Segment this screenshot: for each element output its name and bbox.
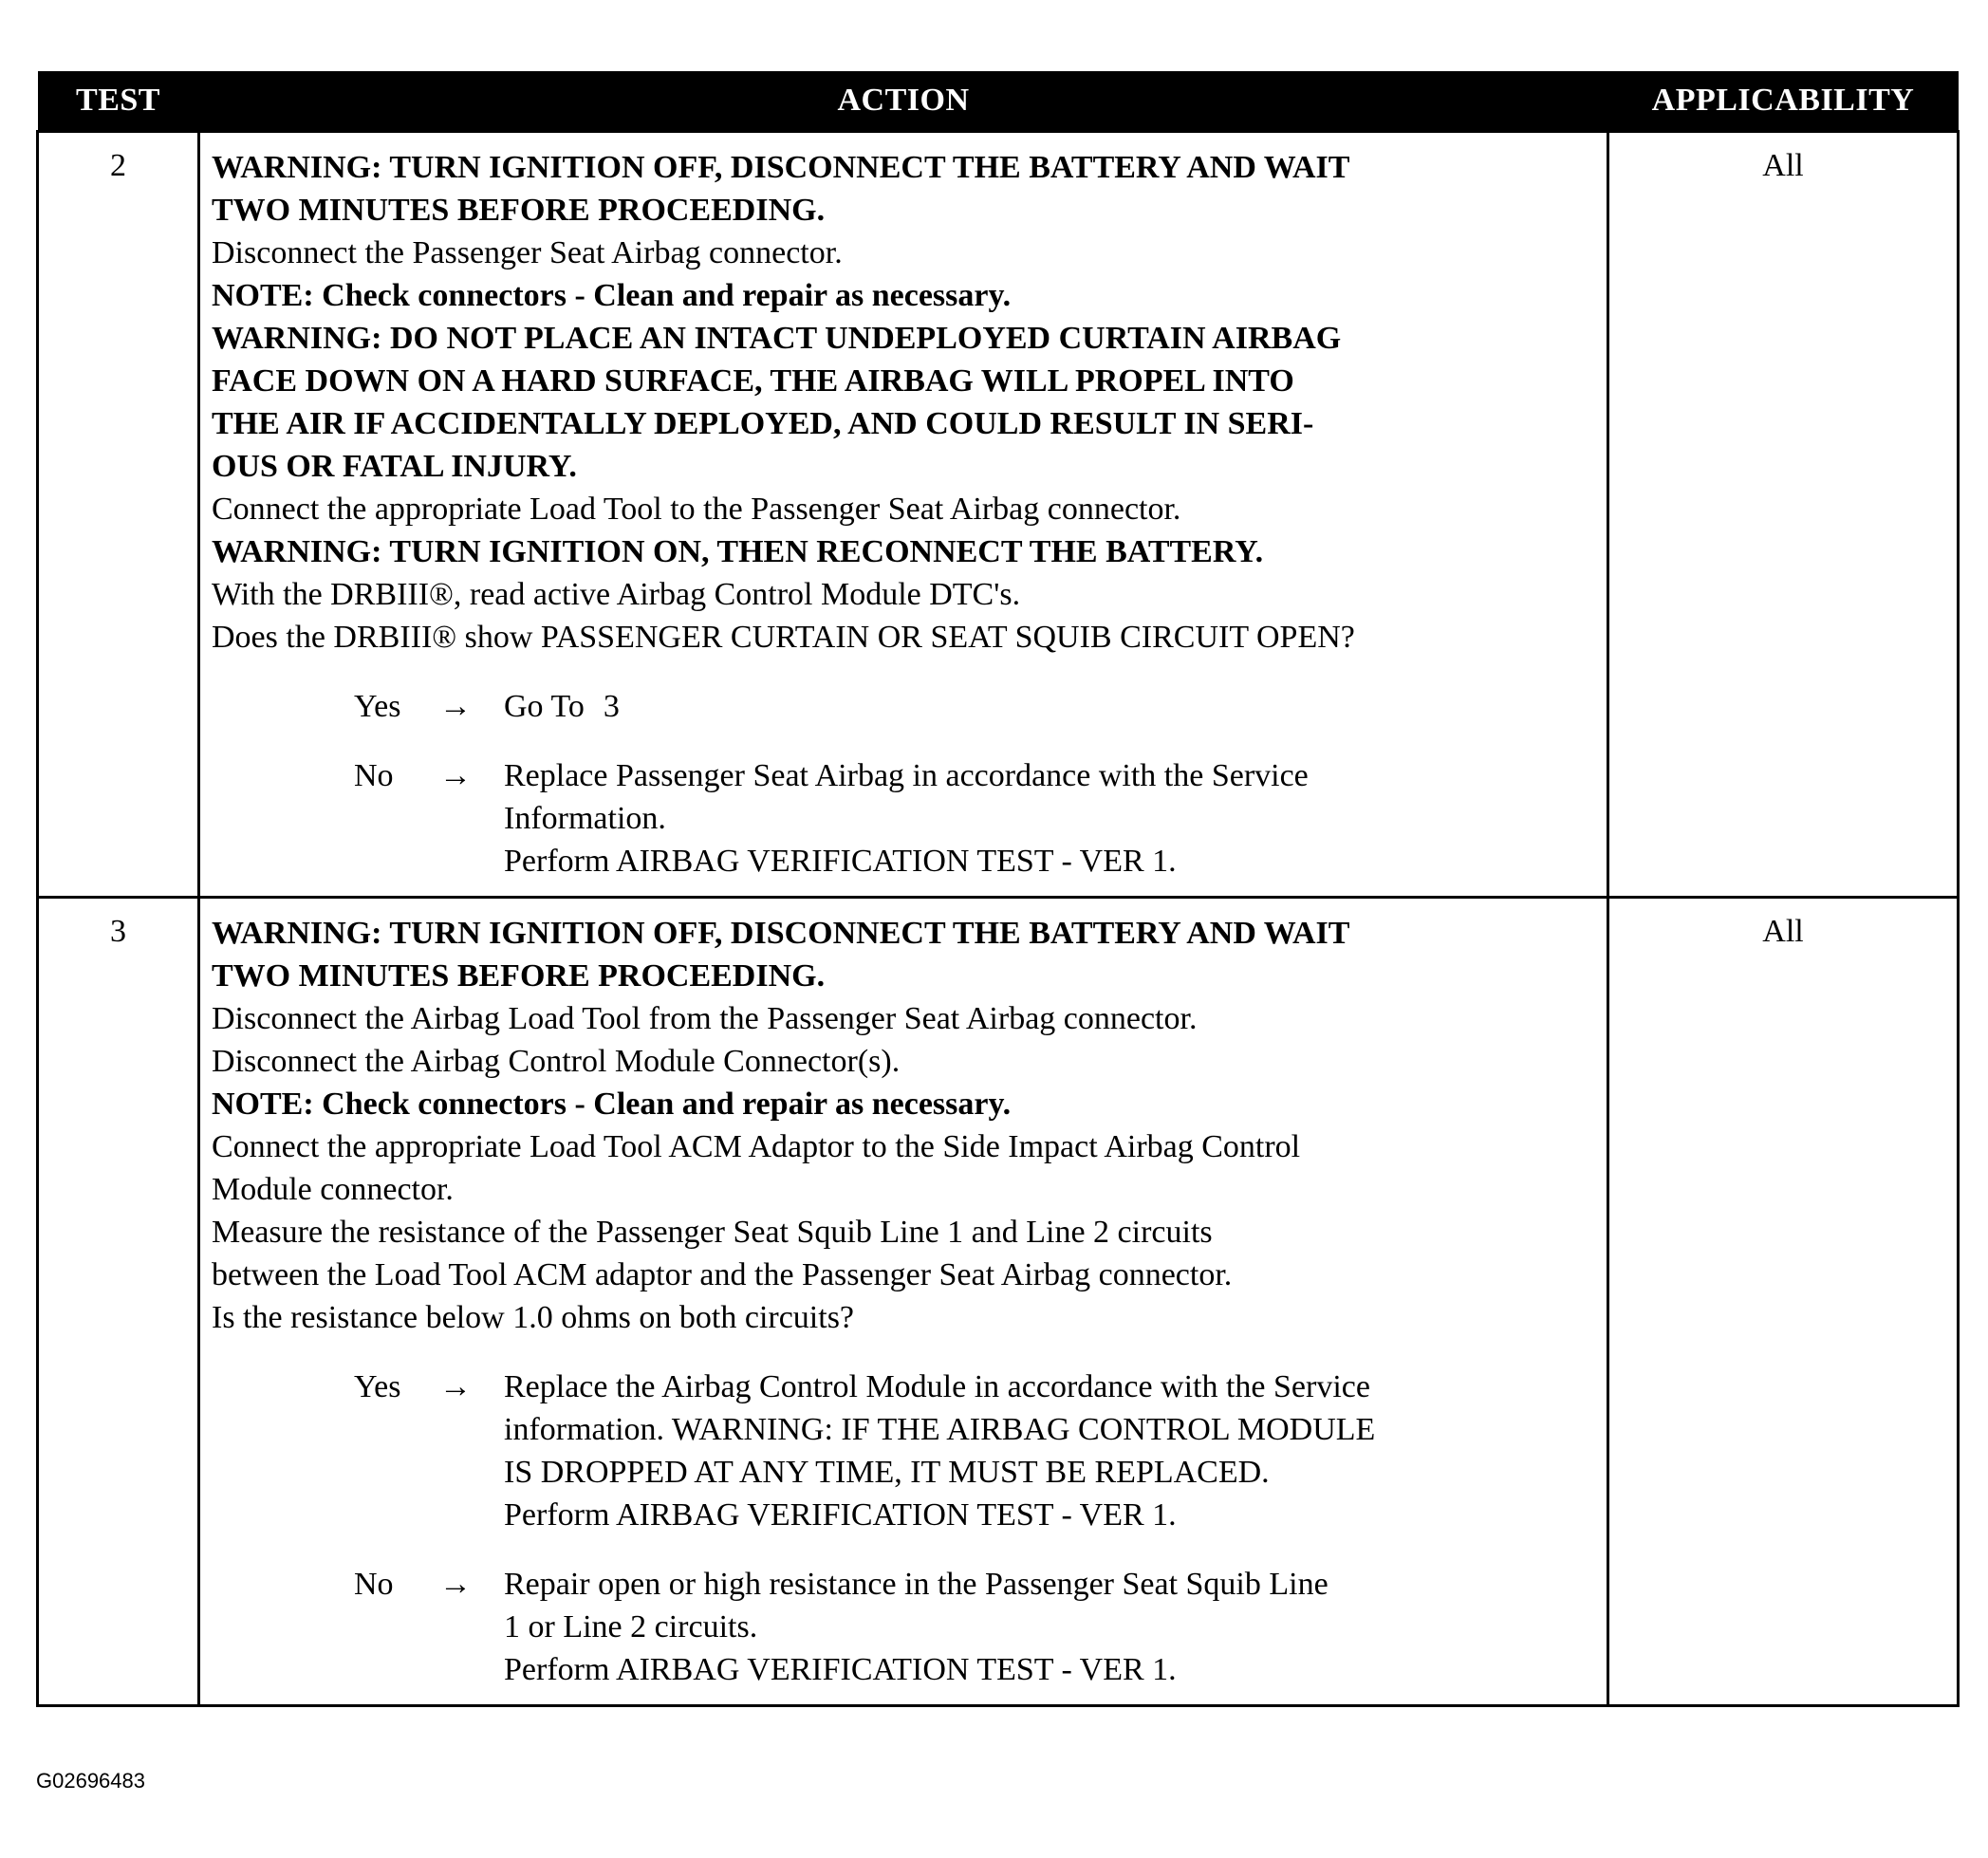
arrow-icon: → xyxy=(439,758,472,793)
answer-key: Yes xyxy=(354,1369,401,1404)
figure-code: G02696483 xyxy=(36,1769,145,1793)
instruction-line: With the DRBIII®, read active Airbag Control Module DTC's. xyxy=(212,577,1021,612)
answer-no xyxy=(212,754,1597,883)
answer-line: IS DROPPED AT ANY TIME, IT MUST BE REPLACED. xyxy=(504,1455,1270,1490)
instruction-line: Is the resistance below 1.0 ohms on both circuits? xyxy=(212,1300,855,1335)
test-number: 3 xyxy=(38,898,199,1706)
answer-line: Information. xyxy=(504,801,666,836)
answer-key: Yes xyxy=(354,689,401,724)
instruction-line: Connect the appropriate Load Tool ACM Adaptor to the Side Impact Airbag Control xyxy=(212,1129,1301,1164)
instruction-line: THE AIR IF ACCIDENTALLY DEPLOYED, AND COULD RESULT IN SERI- xyxy=(212,406,1314,441)
instruction-line: Measure the resistance of the Passenger Seat Squib Line 1 and Line 2 circuits xyxy=(212,1215,1213,1250)
header-action: ACTION xyxy=(199,71,1608,132)
action-instructions xyxy=(212,146,1597,659)
answer-line: Perform AIRBAG VERIFICATION TEST - VER 1. xyxy=(504,1497,1177,1533)
applicability-value: All xyxy=(1608,898,1959,1706)
answer-line: Perform AIRBAG VERIFICATION TEST - VER 1. xyxy=(504,1652,1177,1687)
header-test: TEST xyxy=(38,71,199,132)
instruction-line: TWO MINUTES BEFORE PROCEEDING. xyxy=(212,193,826,228)
instruction-line: FACE DOWN ON A HARD SURFACE, THE AIRBAG WILL PROPEL INTO xyxy=(212,363,1294,399)
answer-key: No xyxy=(354,1567,394,1602)
answer-line: information. WARNING: IF THE AIRBAG CONTROL MODULE xyxy=(504,1412,1376,1447)
answer-line: Perform AIRBAG VERIFICATION TEST - VER 1. xyxy=(504,844,1177,879)
instruction-line: Disconnect the Passenger Seat Airbag connector. xyxy=(212,235,843,270)
answer-body xyxy=(504,1366,1597,1536)
instruction-line: Connect the appropriate Load Tool to the Passenger Seat Airbag connector. xyxy=(212,492,1181,527)
answer-yes xyxy=(212,685,1597,728)
applicability-value: All xyxy=(1608,132,1959,898)
answer-body xyxy=(504,685,1597,728)
instruction-line: NOTE: Check connectors - Clean and repair as necessary. xyxy=(212,278,1012,313)
answer-line: Replace the Airbag Control Module in accordance with the Service xyxy=(504,1369,1370,1404)
answer-line: Replace Passenger Seat Airbag in accordance with the Service xyxy=(504,758,1309,793)
instruction-line: NOTE: Check connectors - Clean and repair as necessary. xyxy=(212,1087,1012,1122)
instruction-line: Does the DRBIII® show PASSENGER CURTAIN OR SEAT SQUIB CIRCUIT OPEN? xyxy=(212,620,1355,655)
answer-no xyxy=(212,1563,1597,1691)
answer-body xyxy=(504,1563,1597,1691)
answer-yes xyxy=(212,1366,1597,1536)
instruction-line: Module connector. xyxy=(212,1172,454,1207)
answer-line: 1 or Line 2 circuits. xyxy=(504,1609,758,1644)
instruction-line: WARNING: TURN IGNITION OFF, DISCONNECT THE BATTERY AND WAIT xyxy=(212,150,1350,185)
answer-key: No xyxy=(354,758,394,793)
table-row xyxy=(38,132,1959,898)
instruction-line: Disconnect the Airbag Load Tool from the Passenger Seat Airbag connector. xyxy=(212,1001,1198,1036)
instruction-line: between the Load Tool ACM adaptor and the Passenger Seat Airbag connector. xyxy=(212,1257,1233,1292)
instruction-line: WARNING: TURN IGNITION ON, THEN RECONNECT THE BATTERY. xyxy=(212,534,1264,569)
answer-options xyxy=(212,685,1597,883)
instruction-line: WARNING: TURN IGNITION OFF, DISCONNECT THE BATTERY AND WAIT xyxy=(212,916,1350,951)
arrow-icon: → xyxy=(439,1369,472,1404)
header-applicability: APPLICABILITY xyxy=(1608,71,1959,132)
instruction-line: WARNING: DO NOT PLACE AN INTACT UNDEPLOYED CURTAIN AIRBAG xyxy=(212,321,1342,356)
action-cell xyxy=(199,898,1608,1706)
instruction-line: OUS OR FATAL INJURY. xyxy=(212,449,577,484)
answer-options xyxy=(212,1366,1597,1691)
arrow-icon: → xyxy=(439,1567,472,1602)
table-row xyxy=(38,898,1959,1706)
instruction-line: Disconnect the Airbag Control Module Connector(s). xyxy=(212,1044,901,1079)
answer-line: Repair open or high resistance in the Passenger Seat Squib Line xyxy=(504,1567,1328,1602)
answer-body xyxy=(504,754,1597,883)
test-number: 2 xyxy=(38,132,199,898)
table-header-row xyxy=(38,71,1959,132)
action-cell xyxy=(199,132,1608,898)
instruction-line: TWO MINUTES BEFORE PROCEEDING. xyxy=(212,958,826,994)
arrow-icon: → xyxy=(439,689,472,724)
test-procedure-table xyxy=(36,71,1960,1707)
goto-label: Go To xyxy=(504,689,585,724)
goto-target: 3 xyxy=(603,689,620,724)
action-instructions xyxy=(212,912,1597,1339)
